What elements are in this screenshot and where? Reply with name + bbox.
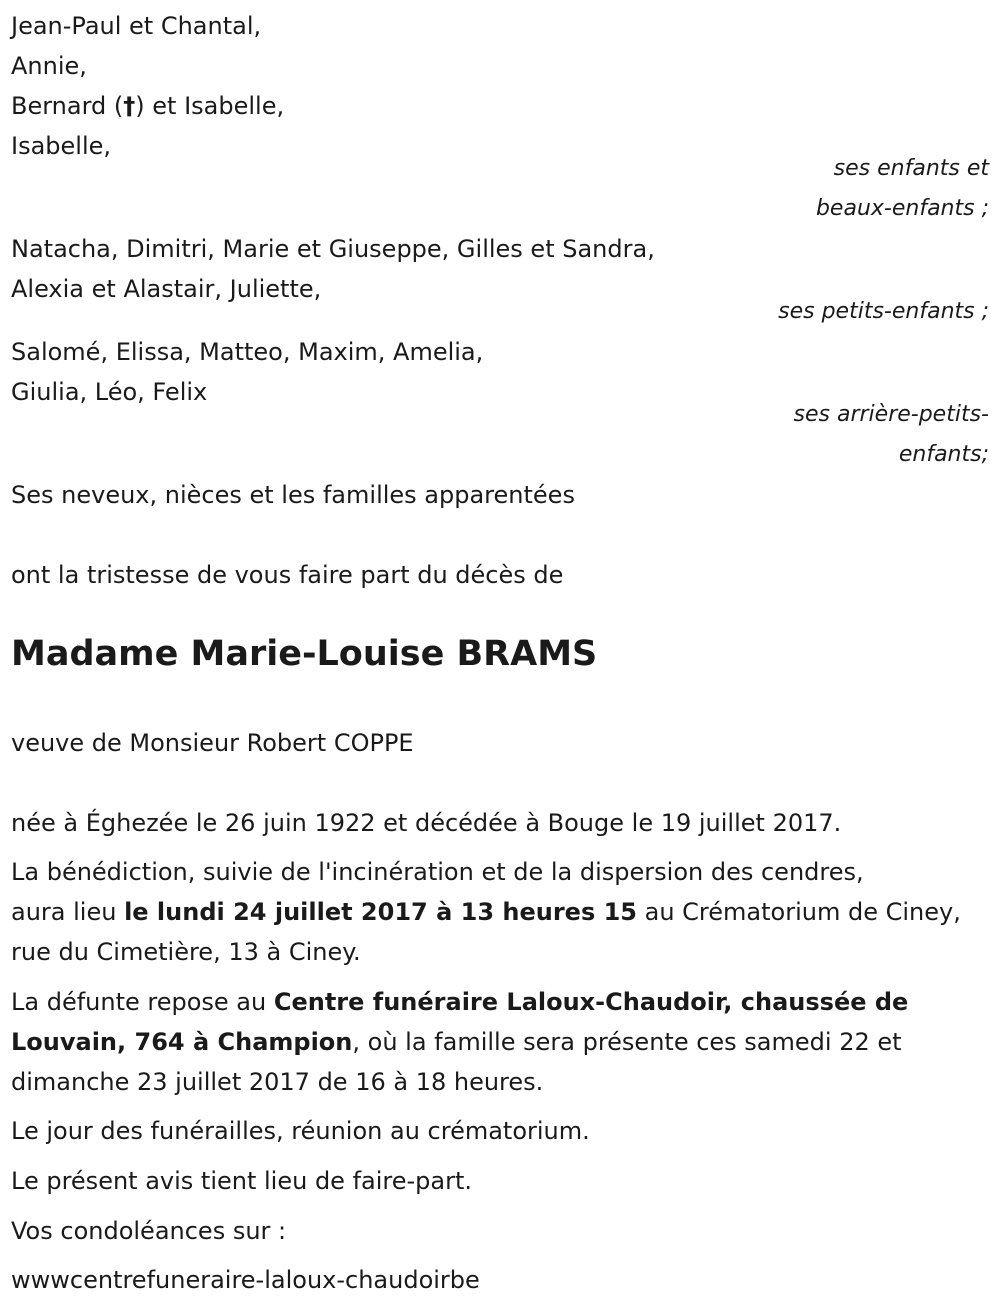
children-role-2: beaux-enfants ;: [815, 196, 989, 221]
ceremony-line-2: [11, 892, 961, 932]
great-grandchildren-line-1: Salomé, Elissa, Matteo, Maxim, Amelia,: [11, 338, 484, 366]
website-link[interactable]: wwwcentrefuneraire-laloux-chaudoirbe: [11, 1266, 480, 1294]
great-grandchildren-role-1: ses arrière-petits-: [793, 402, 989, 427]
repose-line-1: [11, 982, 908, 1022]
children-line-1: Jean-Paul et Chantal,: [11, 12, 262, 40]
children-line-3b: ) et Isabelle,: [135, 92, 285, 120]
repose-place-2: Louvain, 764 à Champion: [11, 1028, 353, 1056]
widow-of: veuve de Monsieur Robert COPPE: [11, 729, 414, 757]
birth-death: née à Éghezée le 26 juin 1922 et décédée à Bouge le 19 juillet 2017.: [11, 809, 842, 837]
deceased-name: Madame Marie-Louise BRAMS: [11, 634, 598, 674]
repose-line-2: [11, 1022, 902, 1062]
relatives: Ses neveux, nièces et les familles apparentées: [11, 481, 575, 509]
children-line-2: Annie,: [11, 52, 87, 80]
ceremony-line-2a: aura lieu: [11, 898, 125, 926]
children-role-1: ses enfants et: [833, 156, 989, 181]
children-line-3a: Bernard (: [11, 92, 124, 120]
announcement: ont la tristesse de vous faire part du décès de: [11, 561, 564, 589]
cross-icon: †: [123, 92, 136, 120]
ceremony-line-1: La bénédiction, suivie de l'incinération et de la dispersion des cendres,: [11, 858, 864, 886]
ceremony-line-3: rue du Cimetière, 13 à Ciney.: [11, 938, 361, 966]
grandchildren-role: ses petits-enfants ;: [778, 299, 989, 324]
repose-line-3: dimanche 23 juillet 2017 de 16 à 18 heures.: [11, 1068, 544, 1096]
grandchildren-line-1: Natacha, Dimitri, Marie et Giuseppe, Gilles et Sandra,: [11, 235, 655, 263]
great-grandchildren-role-2: enfants;: [898, 442, 989, 467]
great-grandchildren-line-2: Giulia, Léo, Felix: [11, 378, 208, 406]
grandchildren-line-2: Alexia et Alastair, Juliette,: [11, 275, 322, 303]
meeting: Le jour des funérailles, réunion au crématorium.: [11, 1117, 590, 1145]
children-line-3: [11, 86, 284, 126]
ceremony-line-2b: au Crématorium de Ciney,: [637, 898, 961, 926]
ceremony-datetime: le lundi 24 juillet 2017 à 13 heures 15: [124, 898, 637, 926]
condolences: Vos condoléances sur :: [11, 1217, 287, 1245]
children-line-4: Isabelle,: [11, 132, 112, 160]
repose-place-1: Centre funéraire Laloux-Chaudoir, chaussée de: [273, 988, 909, 1016]
notice: Le présent avis tient lieu de faire-part.: [11, 1167, 473, 1195]
repose-line-2b: , où la famille sera présente ces samedi 22 et: [352, 1028, 902, 1056]
repose-line-1a: La défunte repose au: [11, 988, 274, 1016]
